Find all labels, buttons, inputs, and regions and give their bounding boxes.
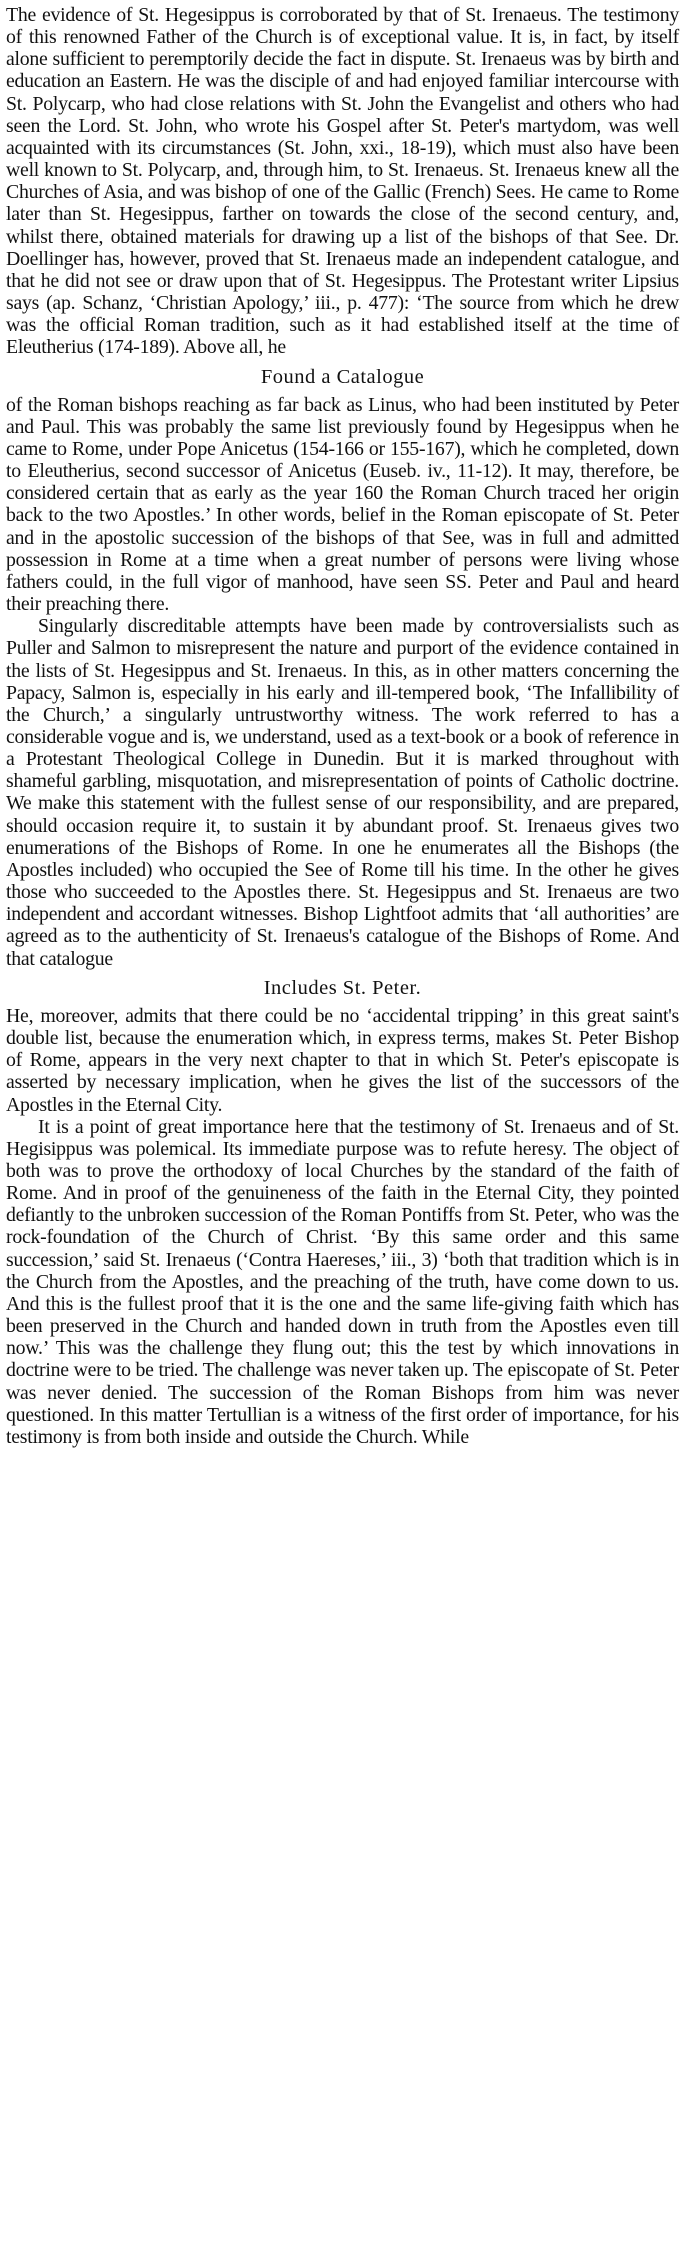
subheading-found-a-catalogue: Found a Catalogue bbox=[260, 365, 425, 388]
paragraph: He, moreover, admits that there could be no ‘accidental tripping’ in this great saint's double list, because the enumeration which, in express terms, makes St. Peter Bishop of Rome, appears in the very next chapter to that in which St. Peter's episcopate is asserted by necessary implication, when he gives the list of the successors of the Apostles in the Eternal City. bbox=[6, 1004, 679, 1116]
paragraph: of the Roman bishops reaching as far back as Linus, who had been instituted by Peter and Paul. This was probably the same list previously found by Hegesippus when he came to Rome, under Pope Anicetus (154-166 or 155-167), which he completed, down to Eleutherius, second successor of Anicetus (Euseb. iv., 11-12). It may, therefore, be considered certain that as early as the year 160 the Roman Church traced her origin back to the two Apostles.’ In other words, belief in the Roman episcopate of St. Peter and in the apostolic succession of the bishops of that See, was in full and admitted possession in Rome at a time when a great number of persons were living whose fathers could, in the full vigor of manhood, have seen SS. Peter and Paul and heard their preaching there. bbox=[6, 393, 679, 616]
paragraph: Singularly discreditable attempts have been made by controversialists such as Puller and Salmon to misrepresent the nature and purport of the evidence contained in the lists of St. Hegesippus and St. Irenaeus. In this, as in other matters concerning the Papacy, Salmon is, especially in his early and ill-tempered book, ‘The Infallibility of the Church,’ a singularly untrustworthy witness. The work referred to has a considerable vogue and is, we understand, used as a text-book or a book of reference in a Protestant Theological College in Dunedin. But it is marked throughout with shameful garbling, misquotation, and misrepresentation of points of Catholic doctrine. We make this statement with the fullest sense of our responsibility, and are prepared, should occasion require it, to sustain it by abundant proof. St. Irenaeus gives two enumerations of the Bishops of Rome. In one he enumerates all the Bishops (the Apostles included) who occupied the See of Rome till his time. In the other he gives those who succeeded to the Apostles there. St. Hegesippus and St. Irenaeus are two independent and accordant witnesses. Bishop Lightfoot admits that ‘all authorities’ are agreed as to the authenticity of St. Irenaeus's catalogue of the Bishops of Rome. And that catalogue bbox=[6, 615, 679, 970]
paragraph: The evidence of St. Hegesippus is corroborated by that of St. Irenaeus. The testimony of this renowned Father of the Church is of exceptional value. It is, in fact, by itself alone sufficient to peremptorily decide the fact in dispute. St. Irenaeus was by birth and education an Eastern. He was the disciple of and had enjoyed familiar intercourse with St. Polycarp, who had close relations with St. John the Evangelist and others who had seen the Lord. St. John, who wrote his Gospel after St. Peter's martydom, was well acquainted with its circumstances (St. John, xxi., 18-19), which must also have been well known to St. Polycarp, and, through him, to St. Irenaeus. St. Irenaeus knew all the Churches of Asia, and was bishop of one of the Gallic (French) Sees. He came to Rome later than St. Hegesippus, farther on towards the close of the second century, and, whilst there, obtained materials for drawing up a list of the bishops of that See. Dr. Doellinger has, however, proved that St. Irenaeus made an independent catalogue, and that he did not see or draw upon that of St. Hegesippus. The Protestant writer Lipsius says (ap. Schanz, ‘Christian Apology,’ iii., p. 477): ‘The source from which he drew was the official Roman tradition, such as it had established itself at the time of Eleutherius (174-189). Above all, he bbox=[6, 4, 679, 359]
paragraph: It is a point of great importance here that the testimony of St. Irenaeus and of St. Hegisippus was polemical. Its immediate purpose was to refute heresy. The object of both was to prove the orthodoxy of local Churches by the standard of the faith of Rome. And in proof of the genuineness of the faith in the Eternal City, they pointed defiantly to the unbroken succession of the Roman Pontiffs from St. Peter, who was the rock-foundation of the Church of Christ. ‘By this same order and this same succession,’ said St. Irenaeus (‘Contra Haereses,’ iii., 3) ‘both that tradition which is in the Church from the Apostles, and the preaching of the truth, have come down to us. And this is the fullest proof that it is the one and the same life-giving faith which has been preserved in the Church and handed down in truth from the Apostles even till now.’ This was the challenge they flung out; this the test by which innovations in doctrine were to be tried. The challenge was never taken up. The episcopate of St. Peter was never denied. The succession of the Roman Bishops from him was never questioned. In this matter Tertullian is a witness of the first order of importance, for his testimony is from both inside and outside the Church. While bbox=[6, 1115, 679, 1448]
subheading-includes-st-peter: Includes St. Peter. bbox=[263, 976, 422, 999]
